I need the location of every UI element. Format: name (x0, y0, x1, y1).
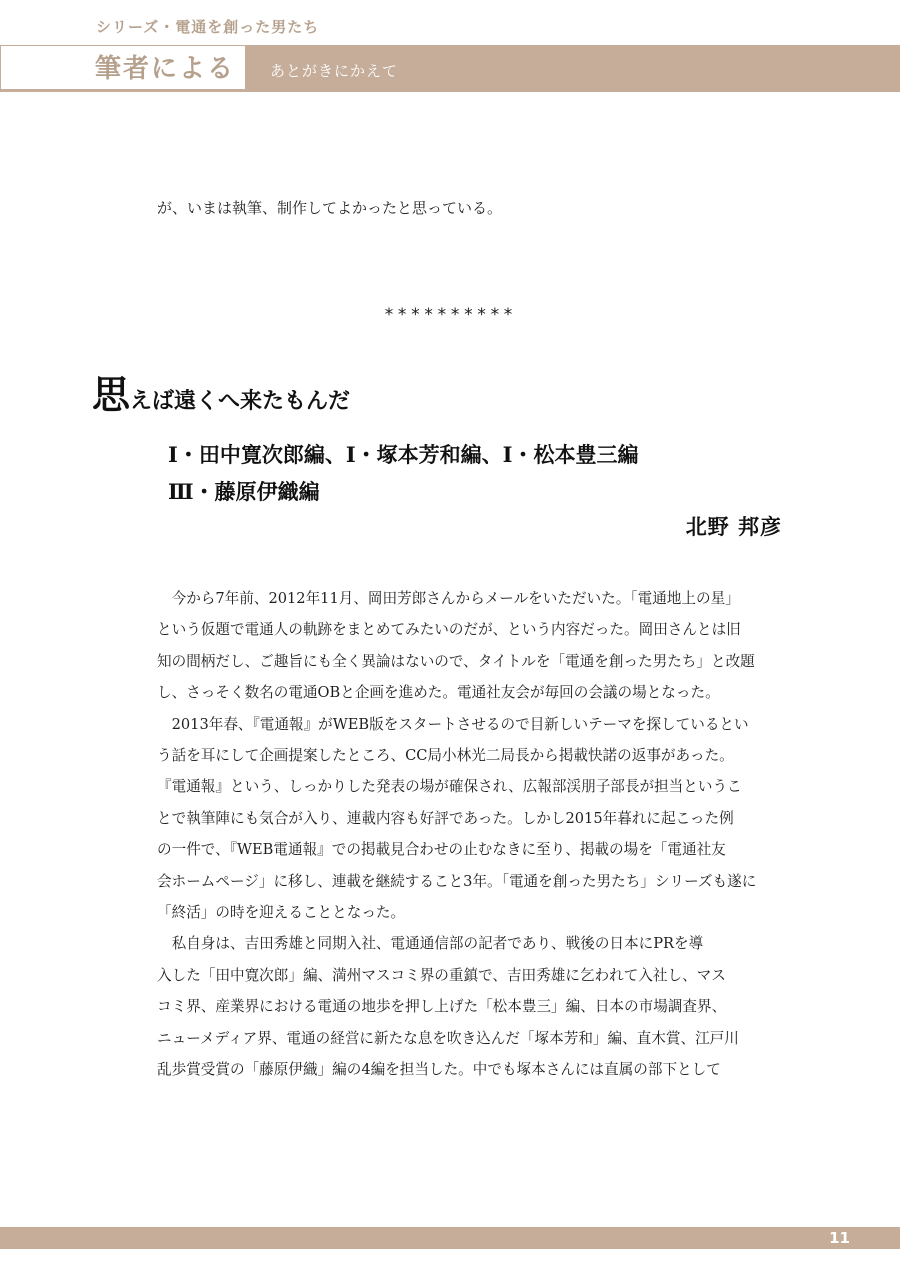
section-subtitle: あとがきにかえて (270, 62, 399, 80)
body-line: 2013年春、『電通報』がWEB版をスタートさせるので目新しいテーマを探しているとい (157, 715, 749, 733)
body-line: という仮題で電通人の軌跡をまとめてみたいのだが、という内容だった。岡田さんとは旧 (157, 621, 741, 639)
body-line: 『電通報』という、しっかりした発表の場が確保され、広報部渓朋子部長が担当というこ (157, 778, 742, 796)
footer-band (0, 1227, 900, 1249)
body-line: し、さっそく数名の電通OBと企画を進めた。電通社友会が毎回の会議の場となった。 (157, 684, 720, 702)
article-body (157, 583, 787, 1086)
body-line: 今から7年前、2012年11月、岡田芳郎さんからメールをいただいた。「電通地上の星」 (157, 590, 740, 607)
body-line: ニューメディア界、電通の経営に新たな息を吹き込んだ「塚本芳和」編、直木賞、江戸川 (157, 1029, 739, 1047)
body-line: 私自身は、吉田秀雄と同期入社、電通通信部の記者であり、戦後の日本にPRを導 (157, 935, 704, 953)
body-line: 知の間柄だし、ご趣旨にも全く異論はないので、タイトルを「電通を創った男たち」と改題 (157, 652, 755, 670)
body-line: 「終活」の時を迎えることとなった。 (157, 904, 406, 922)
body-line: の一件で、『WEB電通報』での掲載見合わせの止むなきに至り、掲載の場を「電通社友 (157, 841, 726, 859)
body-line: 乱歩賞受賞の「藤原伊織」編の4編を担当した。中でも塚本さんには直属の部下として (157, 1061, 721, 1079)
page-number: 11 (829, 1229, 850, 1247)
heading-rest: えば遠くへ来たもんだ (130, 388, 351, 414)
article-subline-1: Ⅰ・田中寛次郎編、Ⅰ・塚本芳和編、Ⅰ・松本豊三編 (168, 442, 639, 467)
intro-line: が、いまは執筆、制作してよかったと思っている。 (157, 199, 503, 217)
author-name: 北野 邦彦 (685, 514, 782, 539)
section-title: 筆者による (95, 54, 236, 84)
body-line: 入した「田中寛次郎」編、満州マスコミ界の重鎮で、吉田秀雄に乞われて入社し、マス (157, 966, 726, 984)
article-subline-2: Ⅲ・藤原伊織編 (168, 479, 320, 504)
separator: ********** (383, 305, 517, 325)
body-line: とで執筆陣にも気合が入り、連載内容も好評であった。しかし2015年暮れに起こった例 (157, 809, 734, 827)
heading-first-char: 思 (92, 372, 131, 417)
body-line: う話を耳にして企画提案したところ、CC局小林光二局長から掲載快諾の返事があった。 (157, 747, 734, 765)
body-line: コミ界、産業界における電通の地歩を押し上げた「松本豊三」編、日本の市場調査界、 (157, 998, 727, 1016)
series-title: シリーズ・電通を創った男たち (96, 18, 320, 36)
article-heading (92, 372, 350, 426)
body-line: 会ホームページ」に移し、連載を継続すること3年。「電通を創った男たち」シリーズも遂に (157, 872, 757, 890)
